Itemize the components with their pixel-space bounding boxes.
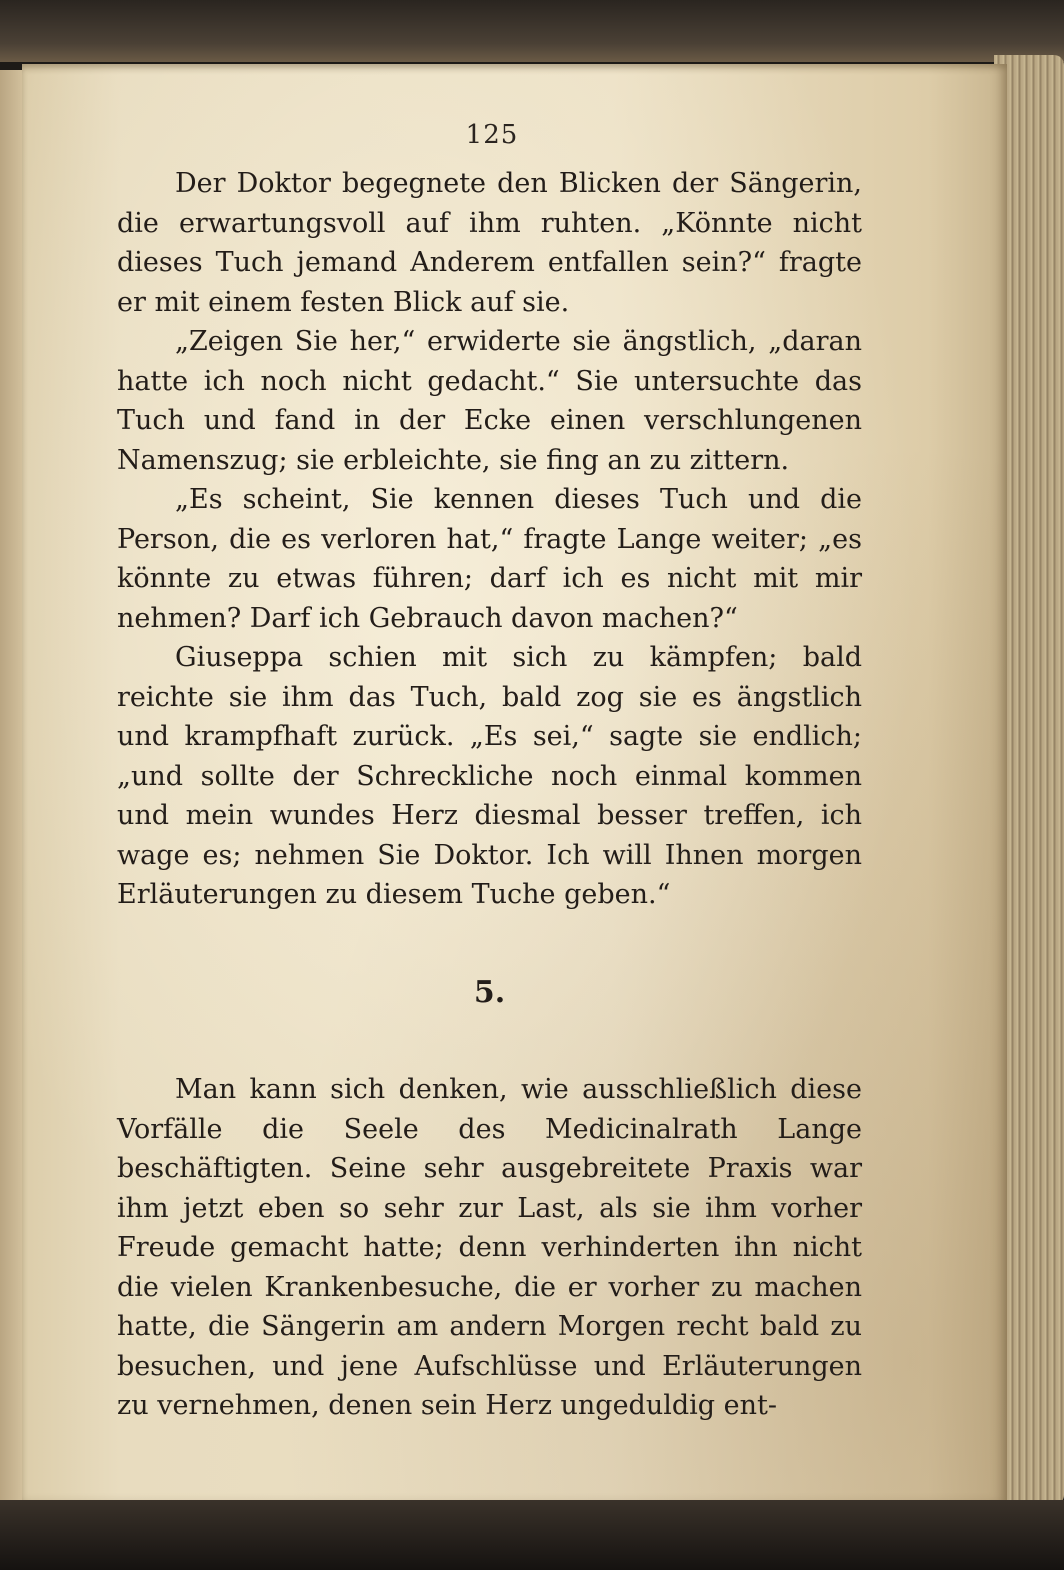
paragraph: „Zeigen Sie her,“ erwiderte sie ängstlich, „daran hatte ich noch nicht gedacht.“ Sie untersuchte das Tuch und fand in der Ecke einen verschlungenen Namenszug; sie erbleichte, sie fing an zu zittern. [117, 326, 862, 476]
page-number: 125 [465, 120, 519, 150]
paragraph: Der Doktor begegnete den Blicken der Sängerin, die erwartungsvoll auf ihm ruhten. „Könnte nicht dieses Tuch jemand Anderem entfallen sein?“ fragte er mit einem festen Blick auf sie. [117, 168, 862, 318]
paragraph: Giuseppa schien mit sich zu kämpfen; bald reichte sie ihm das Tuch, bald zog sie es ängstlich und krampfhaft zurück. „Es sei,“ sagte sie endlich; „und sollte der Schreckliche noch einmal kommen und mein wundes Herz diesmal besser treffen, ich wage es; nehmen Sie Doktor. Ich will Ihnen morgen Erläuterungen zu diesem Tuche geben.“ [117, 642, 862, 910]
book-binding-top [0, 0, 1064, 62]
book-edge-bottom [0, 1500, 1064, 1570]
paragraph: „Es scheint, Sie kennen dieses Tuch und die Person, die es verloren hat,“ fragte Lange weiter; „es könnte zu etwas führen; darf ich es nicht mit mir nehmen? Darf ich Gebrauch davon machen?“ [117, 484, 862, 634]
paragraph: Man kann sich denken, wie ausschließlich diese Vorfälle die Seele des Medicinalrath Lange beschäftigten. Seine sehr ausgebreitete Praxis war ihm jetzt eben so sehr zur Last, als sie ihm vorher Freude gemacht hatte; denn verhinderten ihn nicht die vielen Krankenbesuche, die er vorher zu machen hatte, die Sängerin am andern Morgen recht bald zu besuchen, und jene Aufschlüsse und Erläuterungen zu vernehmen, denen sein Herz ungeduldig ent- [117, 1074, 862, 1421]
body-text [117, 164, 862, 1426]
page-sheet [22, 64, 1007, 1504]
section-heading: 5. [473, 974, 506, 1010]
